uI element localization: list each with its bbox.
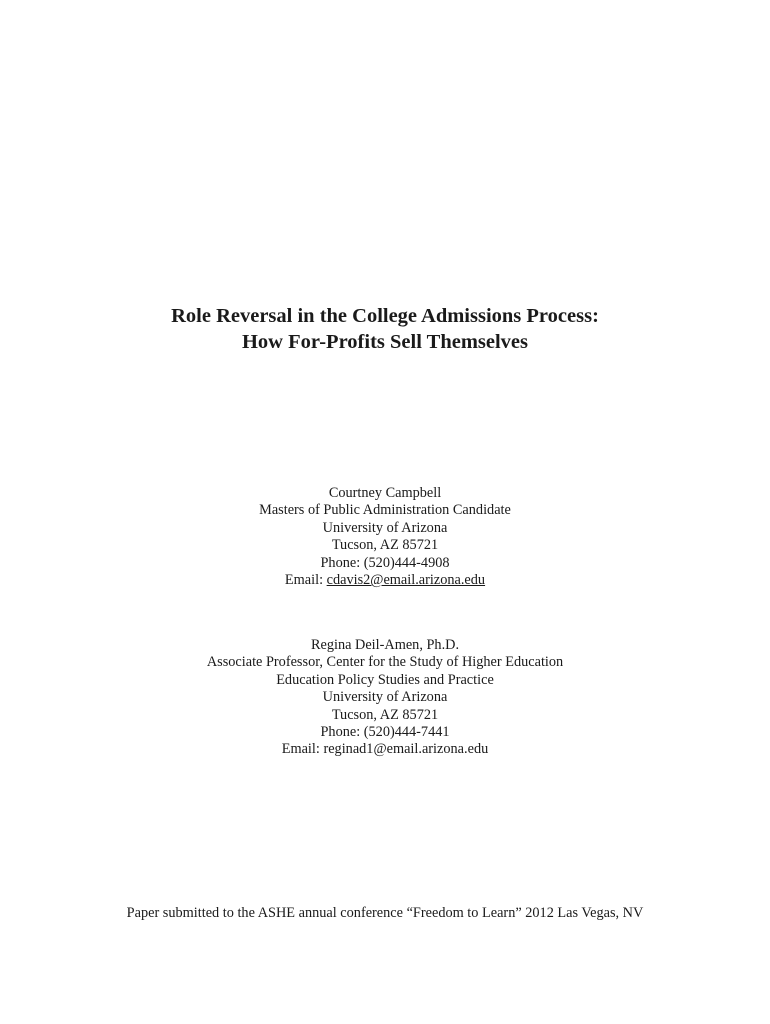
author-email-link[interactable]: cdavis2@email.arizona.edu [326,572,486,589]
author-email-label: Email: [284,572,327,589]
author-email: reginad1@email.arizona.edu [323,741,489,758]
author-institution: University of Arizona [322,519,448,536]
author-block-campbell [0,485,770,589]
author-name: Courtney Campbell [328,485,442,501]
author-city: Tucson, AZ 85721 [331,537,439,554]
title-line-1: Role Reversal in the College Admissions Process: [171,305,599,327]
author-block-deil-amen [0,637,770,759]
author-affiliation: Associate Professor, Center for the Study of Higher Education [206,654,564,671]
author-department: Education Policy Studies and Practice [276,671,494,688]
author-email-line [0,741,770,758]
author-affiliation: Masters of Public Administration Candidate [259,502,511,519]
author-city: Tucson, AZ 85721 [331,706,439,723]
submission-note: Paper submitted to the ASHE annual conference “Freedom to Learn” 2012 Las Vegas, NV [126,905,644,921]
author-phone: Phone: (520)444-7441 [320,724,450,741]
author-phone: Phone: (520)444-4908 [320,554,450,571]
author-name: Regina Deil-Amen, Ph.D. [310,637,460,653]
author-institution: University of Arizona [322,689,448,706]
paper-title [0,303,770,355]
title-line-2: How For-Profits Sell Themselves [241,331,528,353]
author-email-line [0,572,770,589]
author-email-label: Email: [281,741,324,758]
